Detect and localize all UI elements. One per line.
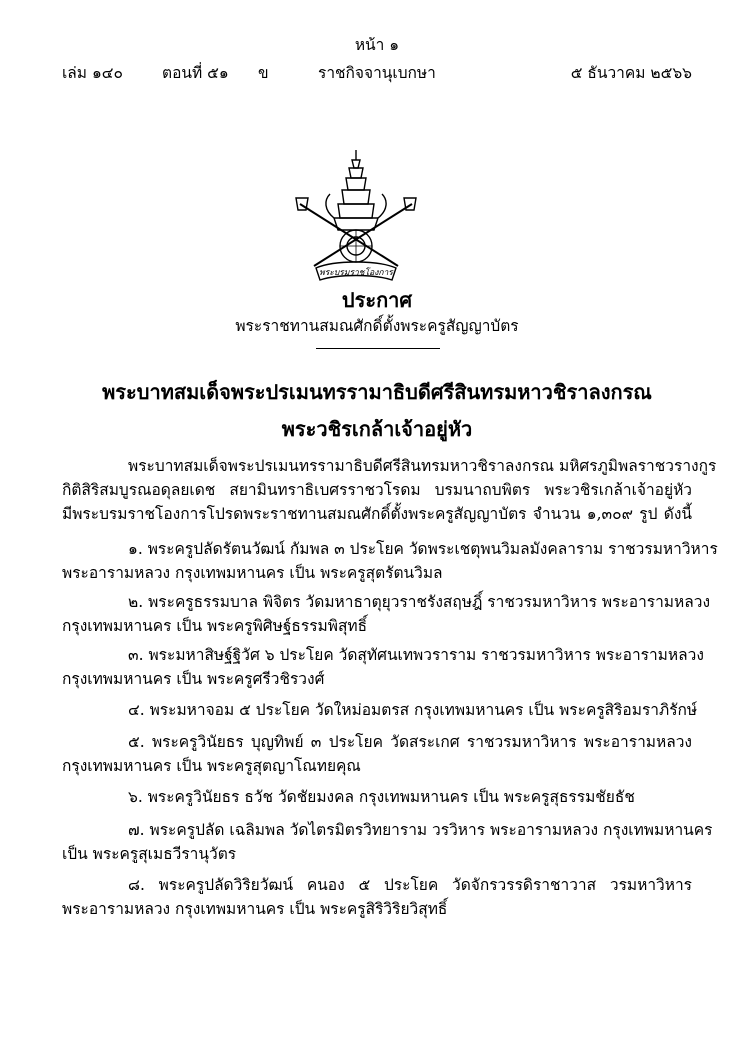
gazette-header <box>62 63 692 85</box>
preamble-line: มีพระบรมราชโองการโปรดพระราชทานสมณศักดิ์ตั้งพระครูสัญญาบัตร จำนวน ๑,๓๐๙ รูป ดังนี้ <box>62 505 692 523</box>
king-title-line-1: พระบาทสมเด็จพระปรเมนทรรามาธิบดีศรีสินทรมหาวชิราลงกรณ <box>102 380 652 404</box>
item-line: ๑. พระครูปลัดรัตนวัฒน์ กัมพล ๓ ประโยค วัดพระเชตุพนวิมลมังคลาราม ราชวรมหาวิหาร <box>128 540 718 558</box>
issue-date: ๕ ธันวาคม ๒๕๖๖ <box>570 64 692 82</box>
item-line: ๖. พระครูวินัยธร ธวัช วัดชัยมงคล กรุงเทพมหานคร เป็น พระครูสุธรรมชัยธัช <box>128 788 635 806</box>
volume-label: เล่ม ๑๔๐ <box>62 64 123 82</box>
section-label: ตอนที่ ๕๑ <box>162 64 229 82</box>
royal-emblem <box>294 148 418 288</box>
announcement-title: ประกาศ <box>341 288 413 312</box>
item-line: ๗. พระครูปลัด เฉลิมพล วัดไตรมิตรวิทยาราม วรวิหาร พระอารามหลวง กรุงเทพมหานคร <box>128 821 713 839</box>
item-line: เป็น พระครูสุเมธวีรานุวัตร <box>62 845 237 863</box>
title-divider <box>316 348 440 349</box>
appointment-item-7 <box>62 818 713 866</box>
item-line: กรุงเทพมหานคร เป็น พระครูสุตญาโณทยคุณ <box>62 757 361 775</box>
page-number: หน้า ๑ <box>354 36 400 54</box>
item-line: ๒. พระครูธรรมบาล พิจิตร วัดมหาธาตุยุวราชรังสฤษฎิ์ ราชวรมหาวิหาร พระอารามหลวง <box>128 593 711 611</box>
item-line: ๘. พระครูปลัดวิริยวัฒน์ คนอง ๕ ประโยค วัดจักรวรรดิราชาวาส วรมหาวิหาร <box>128 876 692 894</box>
appointment-item-8 <box>62 873 692 921</box>
preamble-paragraph <box>62 454 717 526</box>
appointment-item-2 <box>62 590 711 638</box>
item-line: กรุงเทพมหานคร เป็น พระครูพิศิษฐ์ธรรมพิสุทธิ์ <box>62 617 368 635</box>
appointment-item-5 <box>62 730 692 778</box>
announcement-subtitle: พระราชทานสมณศักดิ์ตั้งพระครูสัญญาบัตร <box>235 317 519 335</box>
appointment-item-1 <box>62 537 718 585</box>
gazette-name: ราชกิจจานุเบกษา <box>318 64 436 82</box>
preamble-line: กิติสิริสมบูรณอดุลยเดช สยามินทราธิเบศรราชวโรดม บรมนาถบพิตร พระวชิรเกล้าเจ้าอยู่หัว <box>62 481 692 499</box>
item-line: พระอารามหลวง กรุงเทพมหานคร เป็น พระครูสุตรัตนวิมล <box>62 564 443 582</box>
item-line: ๔. พระมหาจอม ๕ ประโยค วัดใหม่อมตรส กรุงเทพมหานคร เป็น พระครูสิริอมราภิรักษ์ <box>128 701 698 719</box>
item-line: ๕. พระครูวินัยธร บุญทิพย์ ๓ ประโยค วัดสระเกศ ราชวรมหาวิหาร พระอารามหลวง <box>128 733 692 751</box>
item-line: พระอารามหลวง กรุงเทพมหานคร เป็น พระครูสิริวิริยวิสุทธิ์ <box>62 900 448 918</box>
item-line: ๓. พระมหาสิษฐ์ฐิวัศ ๖ ประโยค วัดสุทัศนเทพวราราม ราชวรมหาวิหาร พระอารามหลวง <box>128 646 704 664</box>
appointment-item-6 <box>62 785 692 809</box>
appointment-item-3 <box>62 643 704 691</box>
kho-label: ข <box>258 64 269 82</box>
item-line: กรุงเทพมหานคร เป็น พระครูศรีวชิรวงศ์ <box>62 670 325 688</box>
king-title-line-2: พระวชิรเกล้าเจ้าอยู่หัว <box>281 417 473 441</box>
appointment-item-4 <box>62 698 698 722</box>
preamble-line: พระบาทสมเด็จพระปรเมนทรรามาธิบดีศรีสินทรมหาวชิราลงกรณ มหิศรภูมิพลราชวรางกูร <box>128 457 717 475</box>
emblem-text: พระบรมราชโองการ <box>319 268 393 278</box>
